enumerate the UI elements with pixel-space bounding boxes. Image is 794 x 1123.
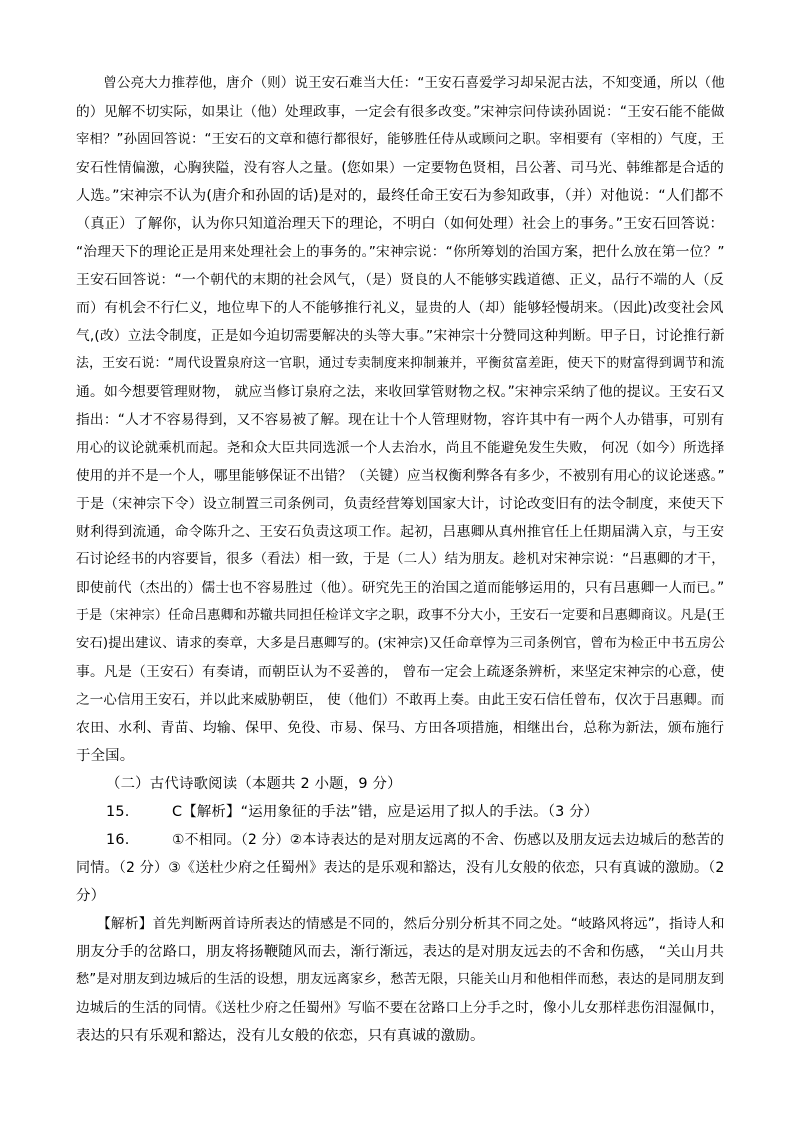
translation-line: 指出：“人才不容易得到，又不容易被了解。现在让十个人管理财物，容许其中有一两个人办错事，可别有 [76,412,725,428]
translation-line: 即使前代（杰出的）儒士也不容易胜过（他）。研究先王的治国之道而能够运用的，只有吕惠卿一人而已。” [76,580,725,596]
translation-line: 王安石回答说：“一个朝代的末期的社会风气，（是）贤良的人不能够实践道德、正义，品行不端的人（反 [76,272,724,288]
translation-line: 财利得到流通，命令陈升之、王安石负责这项工作。起初，吕惠卿从真州推官任上任期届满入京，与王安 [76,524,725,540]
analysis-line: 朋友分手的岔路口，朋友将扬鞭随风而去，渐行渐远，表达的是对朋友远去的不舍和伤感， “关山月共 [76,944,725,960]
translation-line: 于是（宋神宗）任命吕惠卿和苏辙共同担任检详文字之职，政事不分大小，王安石一定要和吕惠卿商议。凡是(王 [76,608,725,623]
translation-line: 气,(改）立法令制度，正是如今迫切需要解决的头等大事。”宋神宗十分赞同这种判断。甲子日，讨论推行新 [76,328,725,344]
translation-line: 农田、水利、青苗、均输、保甲、免役、市易、保马、方田各项措施，相继出台，总称为新法，颁布施行 [76,720,725,736]
translation-line: （真正）了解你，认为你只知道治理天下的理论，不明白（如何处理）社会上的事务。”王安石回答说： [76,216,724,232]
translation-line: 人选。”宋神宗不认为(唐介和孙固的话)是对的，最终任命王安石为参知政事，（并）对他说：“人们都不 [76,188,724,204]
translation-line: “治理天下的理论正是用来处理社会上的事务的。”宋神宗说：“你所筹划的治国方案，把什么放在第一位？” [76,244,725,260]
translation-line: 于全国。 [76,748,135,764]
translation-line: 的）见解不切实际，如果让（他）处理政事，一定会有很多改变。”宋神宗问侍读孙固说：“王安石能不能做 [76,104,725,120]
section-heading: （二）古代诗歌阅读（本题共 2 小题，9 分） [106,776,402,792]
translation-line: 之一心信用王安石，并以此来威胁朝臣， 使（他们）不敢再上奏。由此王安石信任曾布，仅次于吕惠卿。而 [76,692,725,708]
translation-line: 安石)提出建议、请求的奏章，大多是吕惠卿写的。(宋神宗)又任命章惇为三司条例官，曾布为检正中书五房公 [76,636,726,651]
analysis-line: 愁”是对朋友到边城后的生活的设想，朋友远离家乡，愁苦无限，只能关山月和他相伴而愁，表达的是同朋友到 [76,972,725,987]
translation-line: 安石性情偏激，心胸狭隘，没有容人之量。(您如果）一定要物色贤相，吕公著、司马光、韩维都是合适的 [76,160,724,176]
answer-16-line-2: 同情。（2 分）③《送杜少府之任蜀州》表达的是乐观和豁达，没有儿女般的依恋，只有真诚的激励。（2 [76,860,725,876]
translation-line: 事。凡是（王安石）有奏请，而朝臣认为不妥善的， 曾布一定会上疏逐条辨析，来坚定宋神宗的心意，使 [76,664,725,680]
translation-line: 用心的议论就乘机而起。尧和众大臣共同选派一个人去治水，尚且不能避免发生失败， 何况（如今）所选择 [76,440,725,456]
answer-16-line-1: ①不相同。（2 分）②本诗表达的是对朋友远离的不舍、伤感以及朋友远去边城后的愁苦的 [172,832,725,848]
question-number-16: 16. [106,832,130,848]
answer-15: C【解析】“运用象征的手法”错，应是运用了拟人的手法。（3 分） [172,804,599,820]
translation-line: 石讨论经书的内容要旨，很多（看法）相一致，于是（二人）结为朋友。趁机对宋神宗说：“吕惠卿的才干， [76,552,725,567]
translation-line: 通。如今想要管理财物， 就应当修订泉府之法，来收回掌管财物之权。”宋神宗采纳了他的提议。王安石又 [76,384,725,400]
answer-16-line-3: 分） [76,888,106,904]
translation-line: 曾公亮大力推荐他，唐介（则）说王安石难当大任：“王安石喜爱学习却呆泥古法，不知变通，所以（他 [76,76,725,91]
translation-line: 宰相？”孙固回答说：“王安石的文章和德行都很好，能够胜任侍从或顾问之职。宰相要有（宰相的）气度，王 [76,132,725,147]
translation-line: 使用的并不是一个人，哪里能够保证不出错？（关键）应当权衡利弊各有多少，不被别有用心的议论迷惑。” [76,468,725,484]
question-number-15: 15. [106,804,130,820]
analysis-line: 边城后的生活的同情。《送杜少府之任蜀州》写临不要在岔路口上分手之时，像小儿女那样悲伤泪湿佩巾， [76,1000,725,1016]
analysis-line: 表达的只有乐观和豁达，没有儿女般的依恋，只有真诚的激励。 [76,1028,485,1044]
translation-line: 于是（宋神宗下令）设立制置三司条例司，负责经营筹划国家大计，讨论改变旧有的法令制度，来使天下 [76,496,725,512]
translation-line: 而）有机会不行仁义，地位卑下的人不能够推行礼义，显贵的人（却）能够轻慢胡来。（因此)改变社会风 [76,300,724,316]
translation-line: 法，王安石说：“周代设置泉府这一官职，通过专卖制度来抑制兼并，平衡贫富差距，使天下的财富得到调节和流 [76,356,725,371]
analysis-line: 【解析】首先判断两首诗所表达的情感是不同的，然后分别分析其不同之处。“岐路风将远”，指诗人和 [76,916,725,932]
